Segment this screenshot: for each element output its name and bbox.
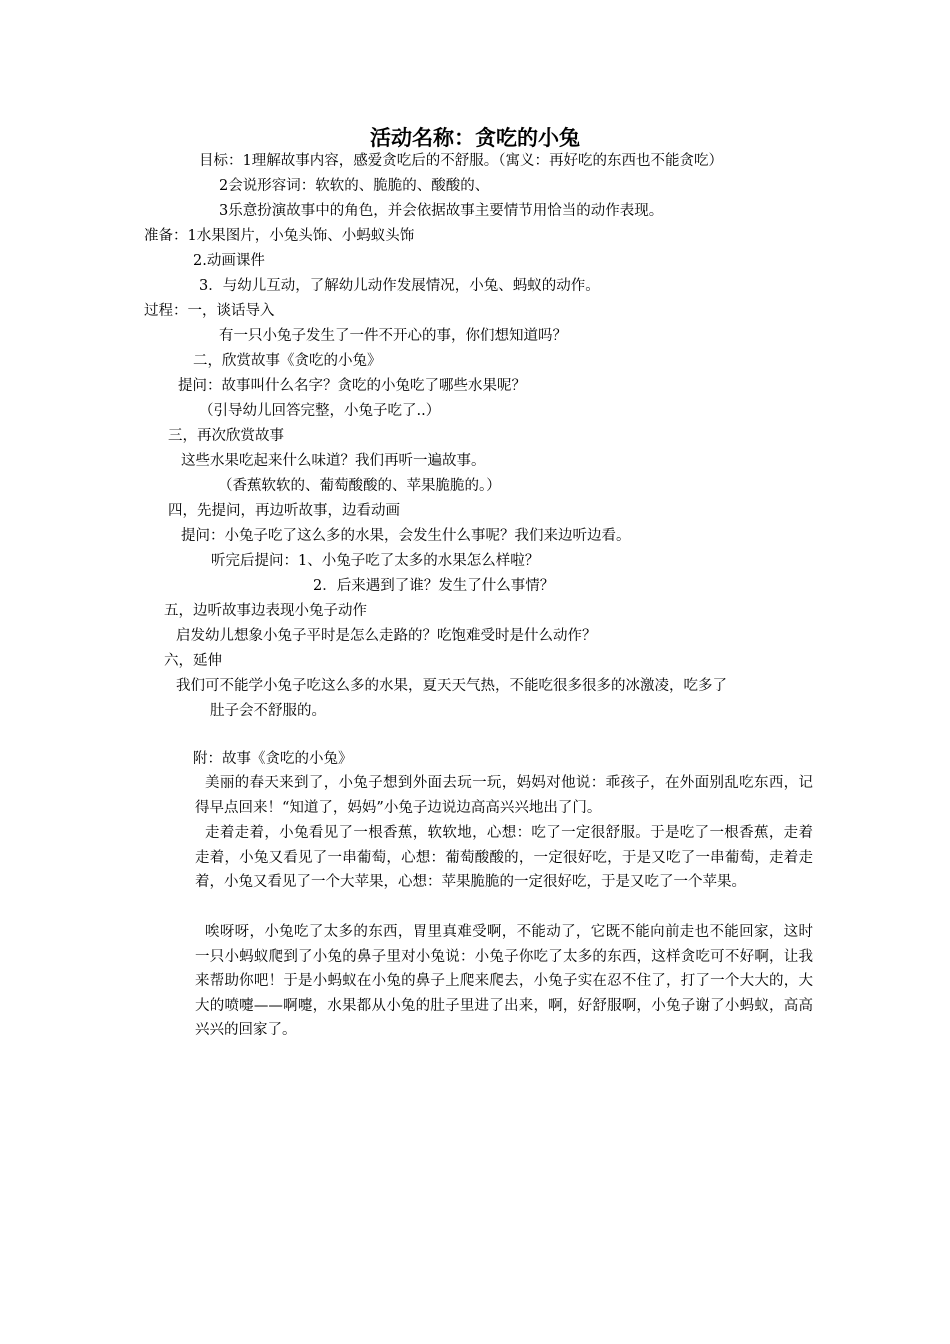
process-text: 有一只小兔子发生了一件不开心的事，你们想知道吗？ [219, 328, 567, 344]
process-text: 我们可不能学小兔子吃这么多的水果，夏天天气热，不能吃很多很多的冰激凌，吃多了 [176, 678, 727, 694]
process-text: 提问：故事叫什么名字？贪吃的小兔吃了哪些水果呢？ [178, 378, 526, 394]
process-heading-4: 四，先提问，再边听故事，边看动画 [168, 503, 400, 519]
process-text: 启发幼儿想象小兔子平时是怎么走路的？吃饱难受时是什么动作？ [176, 628, 597, 644]
activity-title: 活动名称：贪吃的小兔 [370, 125, 580, 150]
process-heading-1: 过程：一，谈话导入 [144, 303, 275, 319]
process-heading-6: 六，延伸 [164, 653, 222, 669]
goal-line-2: 2会说形容词：软软的、脆脆的、酸酸的、 [219, 178, 490, 194]
process-heading-2: 二，欣赏故事《贪吃的小兔》 [193, 353, 382, 369]
goal-line-1: 目标：1理解故事内容，感爱贪吃后的不舒服。（寓义：再好吃的东西也不能贪吃） [199, 153, 723, 169]
prep-line-2: 2.动画课件 [193, 253, 265, 269]
story-paragraph-1: 美丽的春天来到了，小兔子想到外面去玩一玩，妈妈对他说：乖孩子，在外面别乱吃东西，记得早点回来！“知道了，妈妈”小兔子边说边高高兴兴地出了门。 [195, 775, 813, 816]
process-text: （引导幼儿回答完整，小兔子吃了..） [199, 403, 441, 419]
prep-line-3: 3．与幼儿互动，了解幼儿动作发展情况，小兔、蚂蚁的动作。 [199, 278, 600, 294]
process-text: （香蕉软软的、葡萄酸酸的、苹果脆脆的。） [218, 478, 501, 494]
process-text: 听完后提问：1、小兔子吃了太多的水果怎么样啦？ [211, 553, 540, 569]
process-text: 2．后来遇到了谁？发生了什么事情？ [313, 578, 555, 594]
goal-line-3: 3乐意扮演故事中的角色，并会依据故事主要情节用恰当的动作表现。 [219, 203, 664, 219]
process-heading-3: 三，再次欣赏故事 [168, 428, 284, 444]
process-text: 提问：小兔子吃了这么多的水果，会发生什么事呢？我们来边听边看。 [181, 528, 631, 544]
appendix-title: 附：故事《贪吃的小兔》 [193, 751, 353, 767]
prep-line-1: 准备：1水果图片，小兔头饰、小蚂蚁头饰 [144, 228, 415, 244]
story-paragraph-3: 唉呀呀，小兔吃了太多的东西，胃里真难受啊，不能动了，它既不能向前走也不能回家，这时一只小蚂蚁爬到了小兔的鼻子里对小兔说：小兔子你吃了太多的东西，这样贪吃可不好啊，让我来帮助你吧！于是小蚂蚁在小兔的鼻子上爬来爬去，小兔子实在忍不住了，打了一个大大的，大大的喷嚏——啊嚏，水果都从小兔的肚子里进了出来，啊，好舒服啊，小兔子谢了小蚂蚁，高高兴兴的回家了。 [195, 924, 813, 1038]
process-heading-5: 五，边听故事边表现小兔子动作 [164, 603, 367, 619]
process-text: 肚子会不舒服的。 [210, 703, 326, 719]
story-paragraph-2: 走着走着，小兔看见了一根香蕉，软软地，心想：吃了一定很舒服。于是吃了一根香蕉，走着走着，小兔又看见了一串葡萄，心想：葡萄酸酸的，一定很好吃，于是又吃了一串葡萄，走着走着，小兔又看见了一个大苹果，心想：苹果脆脆的一定很好吃，于是又吃了一个苹果。 [195, 825, 813, 890]
process-text: 这些水果吃起来什么味道？我们再听一遍故事。 [181, 453, 486, 469]
